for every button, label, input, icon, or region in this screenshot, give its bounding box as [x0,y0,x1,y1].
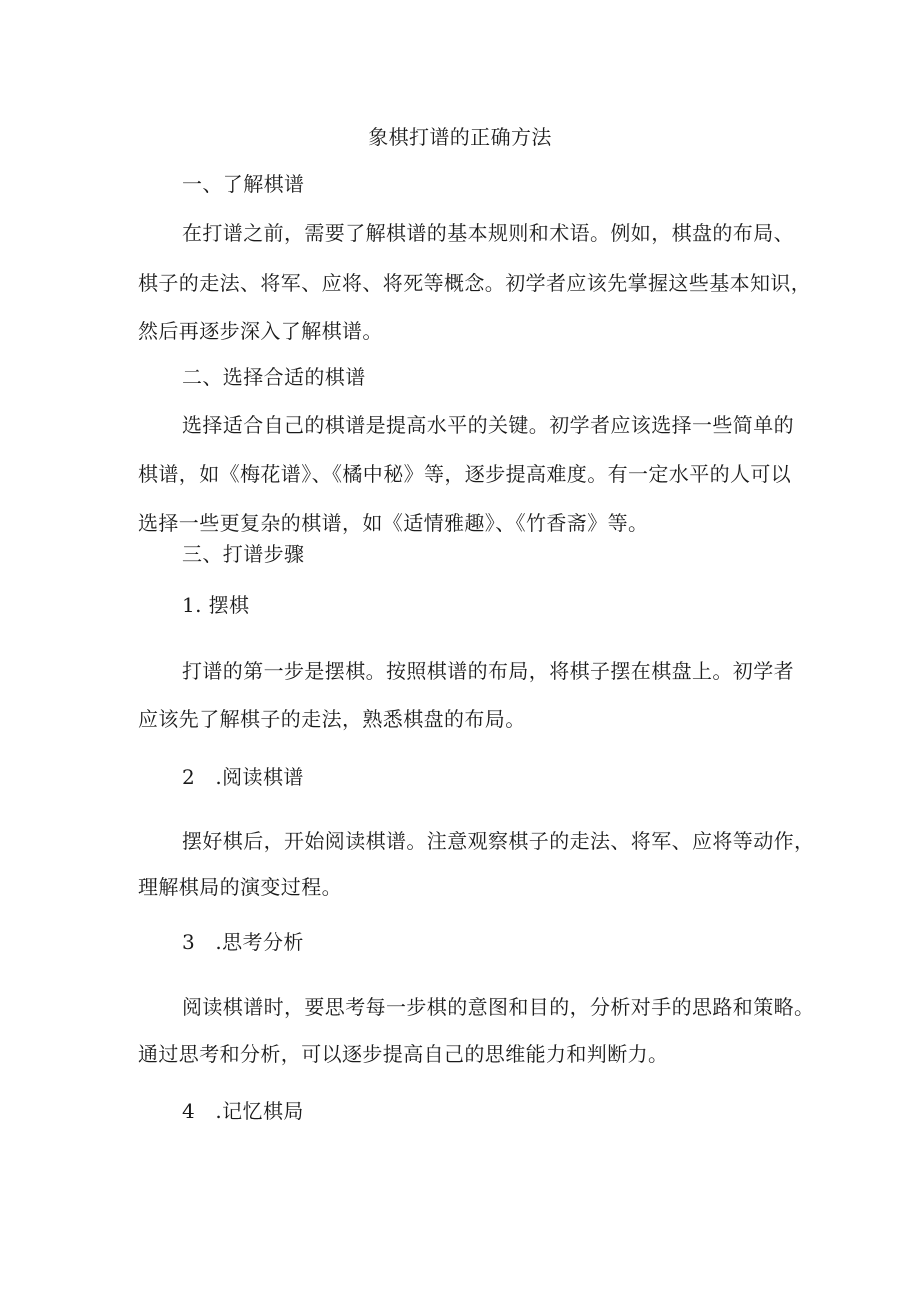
paragraph-line: 选择一些更复杂的棋谱，如《适情雅趣》、《竹香斋》等。 [138,511,649,535]
paragraph-line: 通过思考和分析，可以逐步提高自己的思维能力和判断力。 [138,1042,669,1066]
paragraph-line: 在打谱之前，需要了解棋谱的基本规则和术语。例如，棋盘的布局、 [182,221,794,245]
paragraph-line: 阅读棋谱时，要思考每一步棋的意图和目的，分析对手的思路和策略。 [182,995,815,1019]
paragraph-line: 选择适合自己的棋谱是提高水平的关键。初学者应该选择一些简单的 [182,413,794,437]
document-title: 象棋打谱的正确方法 [368,125,552,149]
section-heading: 一、了解棋谱 [182,172,305,196]
step-heading: 3 .思考分析 [182,930,304,954]
paragraph-line: 应该先了解棋子的走法，熟悉棋盘的布局。 [138,707,526,731]
paragraph-line: 打谱的第一步是摆棋。按照棋谱的布局，将棋子摆在棋盘上。初学者 [182,659,794,683]
section-heading: 三、打谱步骤 [182,542,305,566]
section-heading: 二、选择合适的棋谱 [182,365,366,389]
paragraph-line: 棋子的走法、将军、应将、将死等概念。初学者应该先掌握这些基本知识， [138,271,812,295]
step-heading: 2 .阅读棋谱 [182,765,304,789]
step-heading: 1. 摆棋 [182,593,250,617]
step-heading: 4 .记忆棋局 [182,1099,304,1123]
paragraph-line: 摆好棋后，开始阅读棋谱。注意观察棋子的走法、将军、应将等动作， [182,829,815,853]
paragraph-line: 理解棋局的演变过程。 [138,875,342,899]
paragraph-line: 棋谱，如《梅花谱》、《橘中秘》等，逐步提高难度。有一定水平的人可以 [138,462,792,486]
paragraph-line: 然后再逐步深入了解棋谱。 [138,319,383,343]
